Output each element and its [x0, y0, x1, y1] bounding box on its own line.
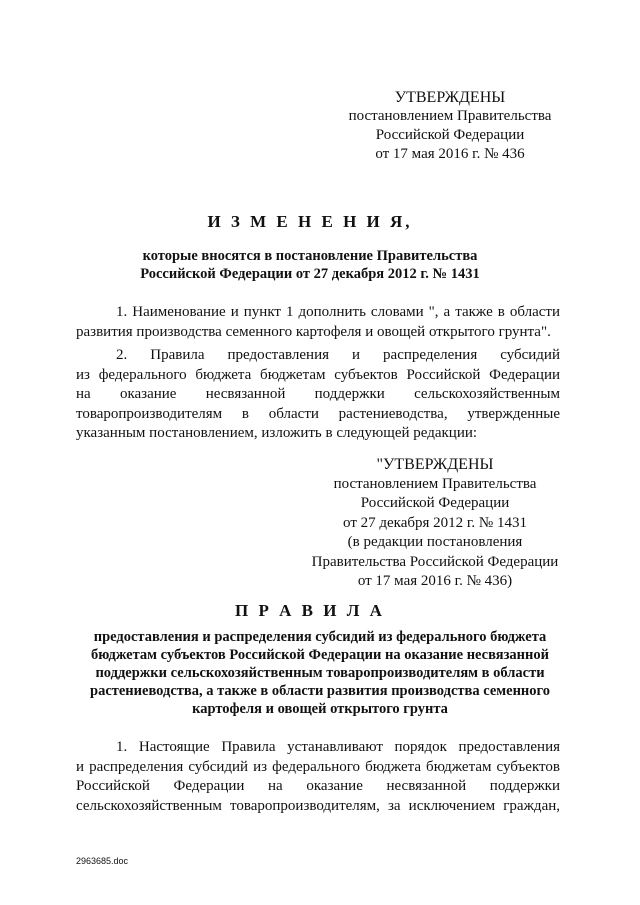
paragraph-1-line-2: развития производства семенного картофеля и овощей открытого грунта".: [76, 323, 551, 340]
approval2-line-7: от 17 мая 2016 г. № 436): [357, 573, 513, 589]
paragraph-2-line-5: указанным постановлением, изложить в следующей редакции:: [76, 425, 478, 441]
paragraph-1: [76, 303, 560, 342]
paragraph-2-line-1: 2. Правила предоставления и распределения субсидий: [116, 347, 560, 363]
rules-subtitle-line-1: предоставления и распределения субсидий из федерального бюджета: [93, 629, 547, 645]
approval2-line-5: (в редакции постановления: [347, 534, 523, 550]
paragraph-2-line-4: товаропроизводителям в области растениеводства, утвержденные: [76, 405, 560, 422]
approval-line-2: постановлением Правительства: [348, 108, 552, 124]
paragraph-3-line-1: 1. Настоящие Правила устанавливают порядок предоставления: [116, 739, 560, 755]
paragraph-3-line-4: сельскохозяйственным товаропроизводителям, за исключением граждан,: [76, 797, 560, 814]
approval2-line-2: постановлением Правительства: [333, 475, 537, 492]
rules-subtitle-line-2: бюджетам субъектов Российской Федерации на оказание несвязанной: [91, 647, 549, 663]
paragraph-1-line-1: 1. Наименование и пункт 1 дополнить словами ", а также в области: [116, 304, 560, 320]
paragraph-3-line-2: и распределения субсидий из федерального бюджета бюджетам субъектов: [76, 758, 560, 775]
document-id: 2963685.doc: [76, 856, 129, 866]
approval-line-1: УТВЕРЖДЕНЫ: [394, 89, 506, 106]
changes-subtitle-line-1: которые вносятся в постановление Правительства: [142, 248, 478, 264]
changes-subtitle-line-2: Российской Федерации от 27 декабря 2012 г. № 1431: [140, 266, 480, 282]
approval-line-4: от 17 мая 2016 г. № 436: [375, 146, 525, 162]
changes-heading: [60, 212, 560, 232]
approval2-line-1: "УТВЕРЖДЕНЫ: [376, 456, 494, 473]
approval-stamp-2: [300, 455, 570, 592]
rules-title: П Р А В И Л А: [235, 601, 385, 620]
rules-subtitle-line-5: картофеля и овощей открытого грунта: [192, 701, 448, 717]
changes-subtitle: [60, 247, 560, 283]
approval2-line-6: Правительства Российской Федерации: [311, 553, 559, 570]
approval2-line-3: Российской Федерации: [360, 495, 510, 511]
approval-stamp: [330, 88, 570, 164]
rules-heading: [60, 601, 560, 621]
paragraph-2: [76, 346, 560, 444]
approval2-line-4: от 27 декабря 2012 г. № 1431: [343, 514, 527, 531]
rules-subtitle-line-3: поддержки сельскохозяйственным товаропроизводителям в области: [95, 665, 545, 681]
approval-line-3: Российской Федерации: [375, 127, 525, 143]
changes-title: И З М Е Н Е Н И Я,: [207, 212, 413, 231]
paragraph-2-line-2: из федерального бюджета бюджетам субъектов Российской Федерации: [76, 366, 560, 383]
rules-subtitle-line-4: растениеводства, а также в области развития производства семенного: [90, 683, 550, 699]
paragraph-2-line-3: на оказание несвязанной поддержки сельскохозяйственным: [76, 386, 560, 402]
paragraph-3: [76, 738, 560, 816]
paragraph-3-line-3: Российской Федерации на оказание несвязанной поддержки: [76, 778, 560, 794]
rules-subtitle: [70, 628, 570, 718]
